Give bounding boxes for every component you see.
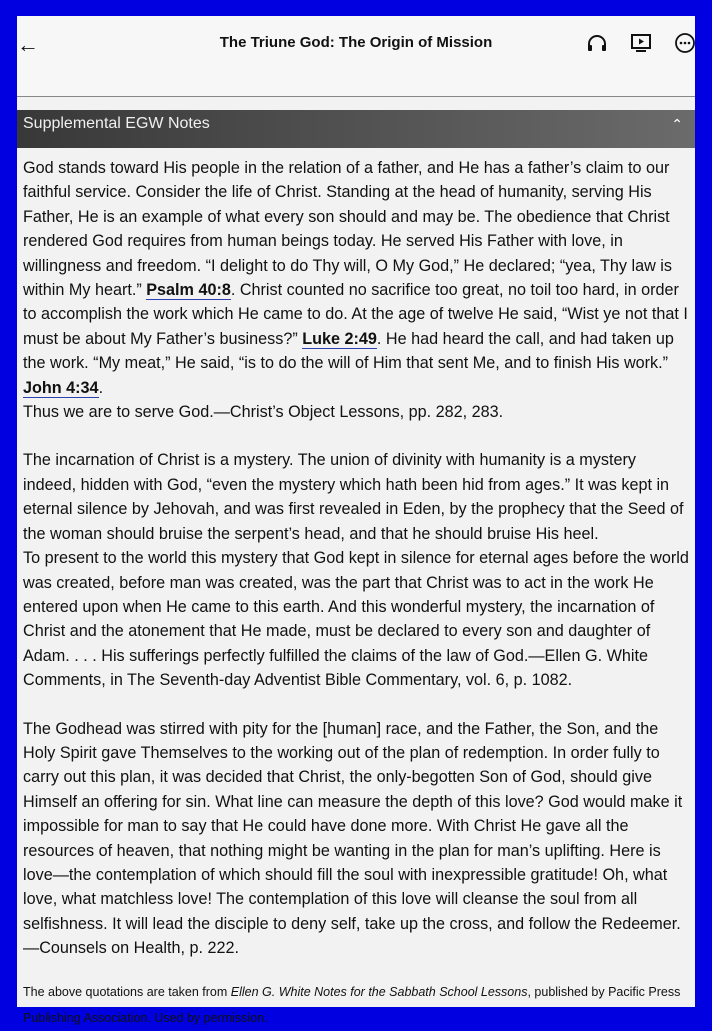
top-bar xyxy=(17,16,695,97)
text: . Christ counted no sacrifice too great, no toil too hard, in order to accomplish the work which He came to do. At the age of twelve He said, “Wist ye not that I must be about My Father’s business?” xyxy=(23,281,688,348)
text: To present to the world this mystery that God kept in silence for eternal ages before the world was created, before man was created, was the part that Christ was to act in the work He entered upon when He came to this earth. And this wonderful mystery, the incarnation of Christ and the atonement that He made, must be declared to every son and daughter of Adam. . . . His sufferings perfectly fulfilled the claims of the law of God.—Ellen G. White Comments, in The Seventh-day Adventist Bible Commentary, vol. 6, p. 1082. xyxy=(23,549,689,690)
panel xyxy=(17,16,695,1025)
paragraph xyxy=(23,448,690,692)
scripture-link[interactable]: Psalm 40:8 xyxy=(146,281,231,300)
text: . He had heard the call, and had taken up the work. “My meat,” He said, “is to do the will of Him that sent Me, and to finish His work.” xyxy=(23,329,674,373)
section-header[interactable] xyxy=(17,110,695,148)
play-screen-icon[interactable] xyxy=(629,31,653,55)
paragraph: The Godhead was stirred with pity for the [human] race, and the Father, the Son, and the Holy Spirit gave Themselves to the working out of the plan of redemption. In order fully to carry out this plan, it was decided that Christ, the only-begotten Son of God, should give Himself an offering for sin. What line can measure the depth of this love? God would make it impossible for man to say that He could have done more. With Christ He gave all the resources of heaven, that nothing might be wanting in the plan for man’s uplifting. Here is love—the contemplation of which should fill the soul with inexpressible gratitude! Oh, what love, what matchless love! The contemplation of this love will cleanse the soul from all selfishness. It will lead the disciple to deny self, take up the cross, and follow the Redeemer. —Counsels on Health, p. 222. xyxy=(23,719,683,958)
text: , published by Pacific Press Publishing Association. Used by permission. xyxy=(23,984,681,1025)
section-title: Supplemental EGW Notes xyxy=(23,115,210,132)
book-title: Ellen G. White Notes for the Sabbath School Lessons xyxy=(230,984,528,999)
copyright-notice xyxy=(23,979,690,1031)
back-arrow-icon[interactable]: ← xyxy=(17,32,39,57)
notes-content xyxy=(17,148,695,1031)
text: The above quotations are taken from xyxy=(23,984,231,999)
chevron-up-icon[interactable]: ⌃ xyxy=(671,116,683,132)
scripture-link[interactable]: John 4:34 xyxy=(23,378,99,397)
paragraph xyxy=(23,156,690,424)
headphones-icon[interactable] xyxy=(585,31,609,55)
page-title: The Triune God: The Origin of Mission xyxy=(219,34,493,51)
text: The incarnation of Christ is a mystery. The union of divinity with humanity is a mystery indeed, hidden with God, “even the mystery which hath been hid from ages.” It was kept in eternal silence by Jehovah, and was first revealed in Eden, by the prophecy that the Seed of the woman should bruise the serpent’s head, and that he should bruise His heel. xyxy=(23,451,684,543)
citation: Thus we are to serve God.—Christ’s Object Lessons, pp. 282, 283. xyxy=(23,403,504,422)
text: God stands toward His people in the relation of a father, and He has a father’s claim to our faithful service. Consider the life of Christ. Standing at the head of humanity, serving His Father, He is an example of what every son should and may be. The obedience that Christ rendered God requires from human beings today. He served His Father with love, in willingness and freedom. “I delight to do Thy will, O My God,” He declared; “yea, Thy law is within My heart.” xyxy=(23,159,672,300)
scripture-link[interactable]: Luke 2:49 xyxy=(302,329,377,348)
text: . xyxy=(98,378,104,397)
more-icon[interactable] xyxy=(673,31,697,55)
